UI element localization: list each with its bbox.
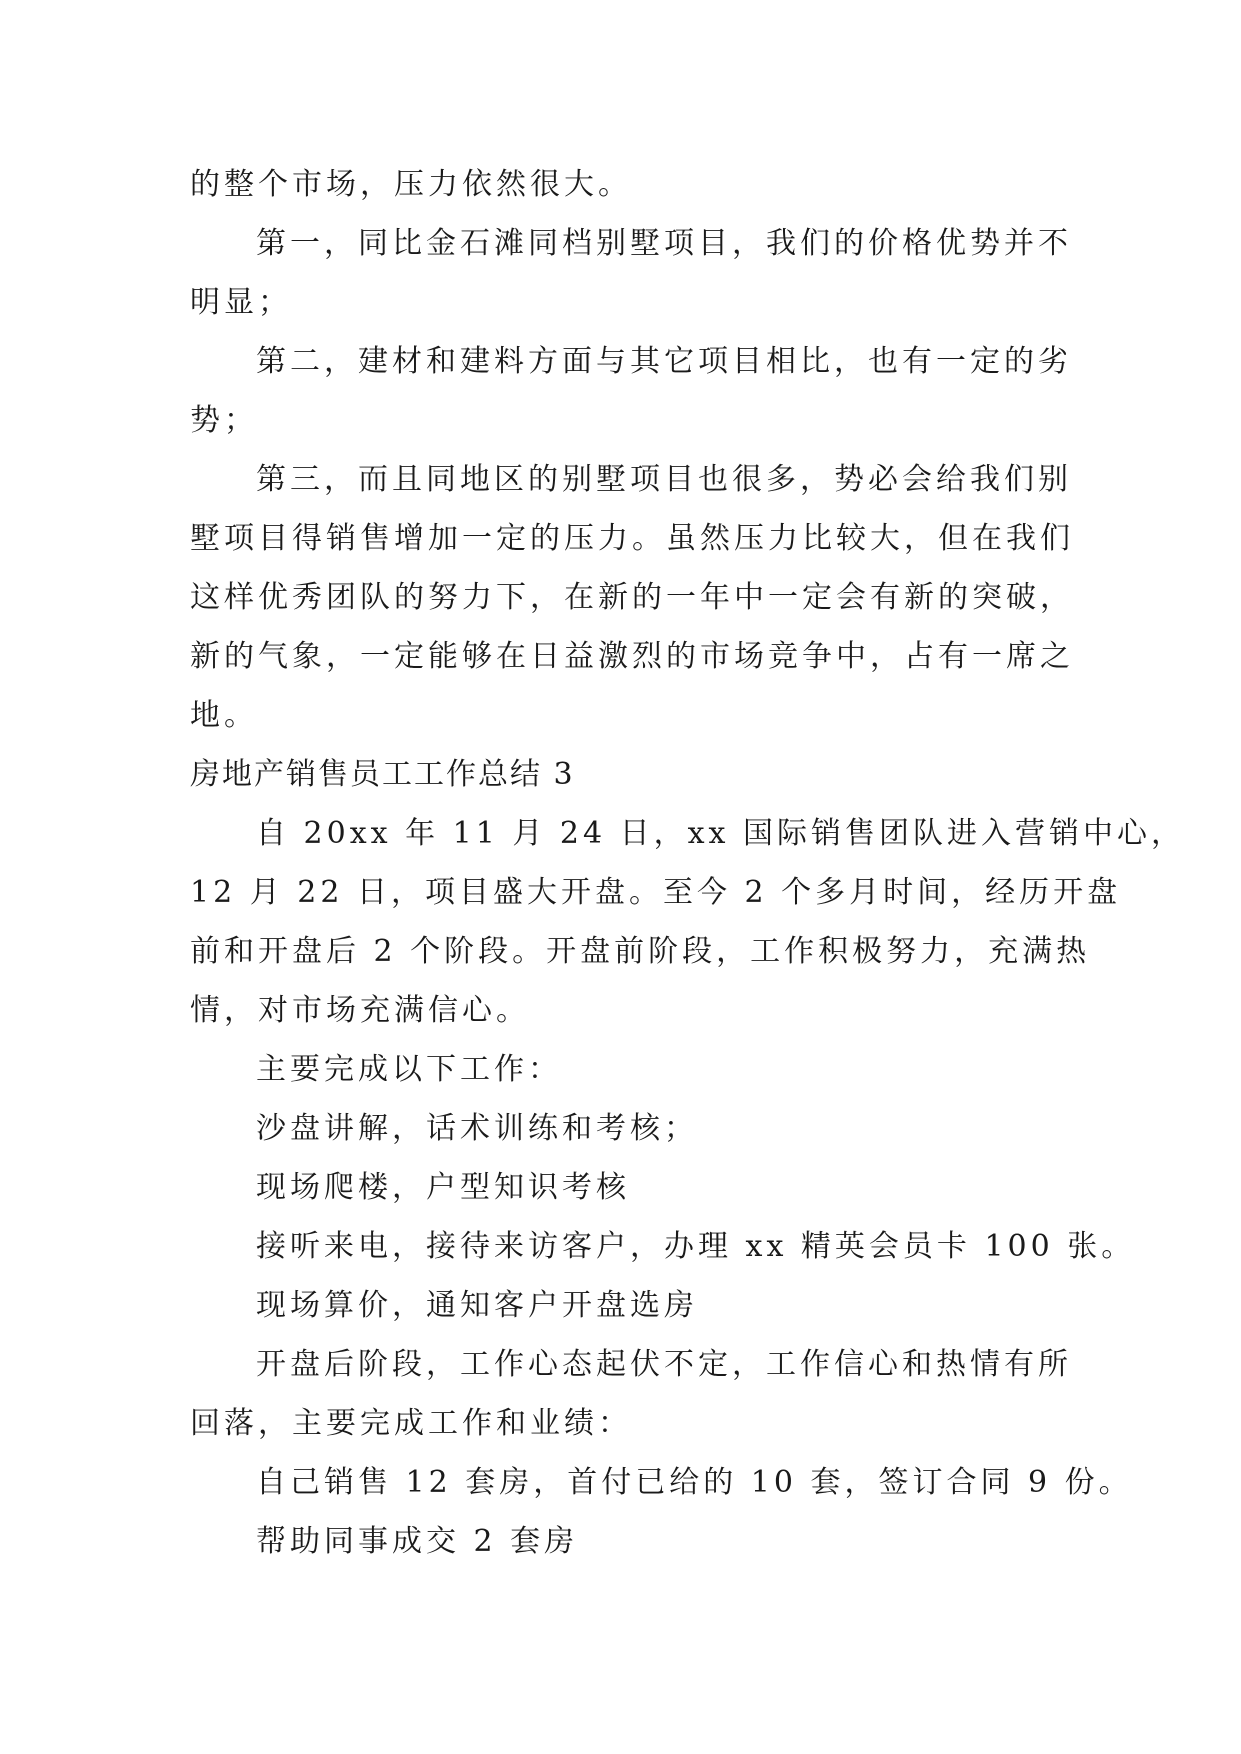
paragraph-line: 回落，主要完成工作和业绩： — [190, 1406, 632, 1441]
list-item: 沙盘讲解，话术训练和考核； — [256, 1111, 698, 1146]
paragraph-line: 第二，建材和建料方面与其它项目相比，也有一定的劣 — [256, 344, 1072, 379]
paragraph-line: 开盘后阶段，工作心态起伏不定，工作信心和热情有所 — [256, 1347, 1072, 1382]
paragraph-line: 墅项目得销售增加一定的压力。虽然压力比较大，但在我们 — [190, 521, 1074, 556]
list-item: 接听来电，接待来访客户，办理 xx 精英会员卡 100 张。 — [256, 1229, 1136, 1264]
paragraph-line: 自 20xx 年 11 月 24 日，xx 国际销售团队进入营销中心， — [256, 816, 1185, 851]
list-item: 现场算价，通知客户开盘选房 — [256, 1288, 698, 1323]
paragraph-line: 主要完成以下工作： — [256, 1052, 562, 1087]
list-item: 现场爬楼，户型知识考核 — [256, 1170, 630, 1205]
paragraph-line: 这样优秀团队的努力下，在新的一年中一定会有新的突破， — [190, 580, 1074, 615]
document-page — [190, 155, 1185, 1571]
paragraph-line: 前和开盘后 2 个阶段。开盘前阶段，工作积极努力，充满热 — [190, 934, 1091, 969]
paragraph-line: 第三，而且同地区的别墅项目也很多，势必会给我们别 — [256, 462, 1072, 497]
paragraph-line: 新的气象，一定能够在日益激烈的市场竞争中，占有一席之 — [190, 639, 1074, 674]
paragraph-line: 的整个市场，压力依然很大。 — [190, 167, 632, 202]
paragraph-line: 情，对市场充满信心。 — [190, 993, 530, 1028]
paragraph-line: 地。 — [190, 698, 258, 733]
section-heading: 房地产销售员工工作总结 3 — [190, 757, 575, 792]
paragraph-line: 明显； — [190, 285, 292, 320]
list-item: 自己销售 12 套房，首付已给的 10 套，签订合同 9 份。 — [256, 1465, 1133, 1500]
list-item: 帮助同事成交 2 套房 — [256, 1524, 579, 1559]
paragraph-line: 12 月 22 日，项目盛大开盘。至今 2 个多月时间，经历开盘 — [190, 875, 1122, 910]
paragraph-line: 第一，同比金石滩同档别墅项目，我们的价格优势并不 — [256, 226, 1072, 261]
paragraph-line: 势； — [190, 403, 258, 438]
